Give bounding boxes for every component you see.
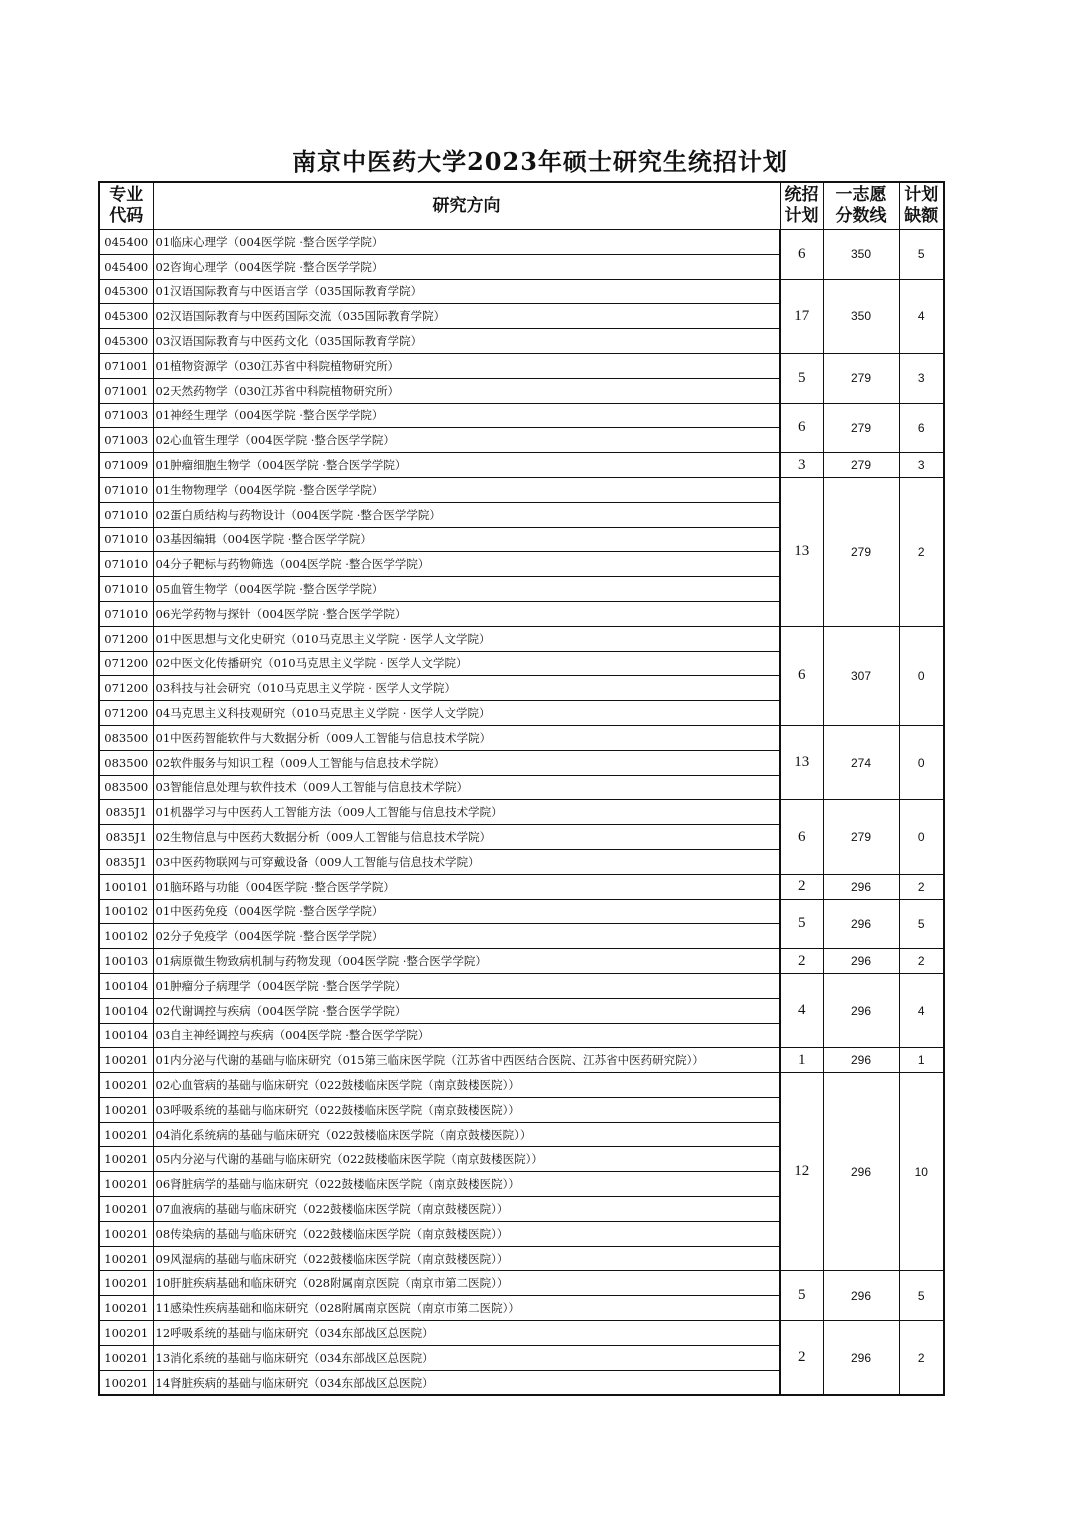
first-choice-score-cell: 350 [823, 230, 899, 280]
major-code-cell: 071001 [99, 353, 153, 378]
research-direction-cell: 10肝脏疾病基础和临床研究（028附属南京医院（南京市第二医院）） [153, 1271, 780, 1296]
major-code-cell: 071010 [99, 502, 153, 527]
research-direction-cell: 02软件服务与知识工程（009人工智能与信息技术学院） [153, 750, 780, 775]
major-code-cell: 100103 [99, 949, 153, 974]
research-direction-cell: 01中医药免疫（004医学院 ·整合医学学院） [153, 899, 780, 924]
research-direction-cell: 14肾脏疾病的基础与临床研究（034东部战区总医院） [153, 1370, 780, 1395]
research-direction-cell: 02中医文化传播研究（010马克思主义学院 · 医学人文学院） [153, 651, 780, 676]
plan-vacancy-cell: 1 [899, 1048, 944, 1073]
plan-vacancy-cell: 2 [899, 949, 944, 974]
major-code-cell: 100201 [99, 1073, 153, 1098]
major-code-cell: 100201 [99, 1296, 153, 1321]
major-code-cell: 0835J1 [99, 800, 153, 825]
research-direction-cell: 08传染病的基础与临床研究（022鼓楼临床医学院（南京鼓楼医院）） [153, 1221, 780, 1246]
research-direction-cell: 05血管生物学（004医学院 ·整合医学学院） [153, 577, 780, 602]
plan-vacancy-cell: 6 [899, 403, 944, 453]
research-direction-cell: 01肿瘤分子病理学（004医学院 ·整合医学学院） [153, 973, 780, 998]
research-direction-cell: 01中医药智能软件与大数据分析（009人工智能与信息技术学院） [153, 725, 780, 750]
research-direction-cell: 03智能信息处理与软件技术（009人工智能与信息技术学院） [153, 775, 780, 800]
major-code-cell: 100101 [99, 874, 153, 899]
table-row [99, 353, 944, 378]
major-code-cell: 083500 [99, 775, 153, 800]
first-choice-score-cell: 296 [823, 1271, 899, 1321]
research-direction-cell: 01植物资源学（030江苏省中科院植物研究所） [153, 353, 780, 378]
research-direction-cell: 01临床心理学（004医学院 ·整合医学学院） [153, 230, 780, 255]
first-choice-score-cell: 296 [823, 874, 899, 899]
research-direction-cell: 01机器学习与中医药人工智能方法（009人工智能与信息技术学院） [153, 800, 780, 825]
table-row [99, 973, 944, 998]
major-code-cell: 0835J1 [99, 825, 153, 850]
major-code-cell: 100104 [99, 998, 153, 1023]
research-direction-cell: 06肾脏病学的基础与临床研究（022鼓楼临床医学院（南京鼓楼医院）） [153, 1172, 780, 1197]
research-direction-cell: 01肿瘤细胞生物学（004医学院 ·整合医学学院） [153, 453, 780, 478]
research-direction-cell: 02代谢调控与疾病（004医学院 ·整合医学学院） [153, 998, 780, 1023]
research-direction-cell: 03基因编辑（004医学院 ·整合医学学院） [153, 527, 780, 552]
table-row [99, 230, 944, 255]
table-row [99, 899, 944, 924]
enrollment-plan-cell: 5 [780, 1271, 823, 1321]
enrollment-plan-cell: 17 [780, 279, 823, 353]
plan-vacancy-cell: 3 [899, 453, 944, 478]
research-direction-cell: 07血液病的基础与临床研究（022鼓楼临床医学院（南京鼓楼医院）） [153, 1197, 780, 1222]
table-row [99, 800, 944, 825]
enrollment-plan-cell: 6 [780, 626, 823, 725]
major-code-cell: 071010 [99, 477, 153, 502]
major-code-cell: 071200 [99, 701, 153, 726]
plan-vacancy-cell: 0 [899, 725, 944, 799]
header-direction: 研究方向 [153, 182, 780, 230]
research-direction-cell: 01脑环路与功能（004医学院 ·整合医学学院） [153, 874, 780, 899]
major-code-cell: 100201 [99, 1370, 153, 1395]
major-code-cell: 045400 [99, 230, 153, 255]
table-body [99, 230, 944, 1396]
plan-vacancy-cell: 2 [899, 1321, 944, 1396]
first-choice-score-cell: 296 [823, 1321, 899, 1396]
table-row [99, 477, 944, 502]
first-choice-score-cell: 279 [823, 353, 899, 403]
enrollment-plan-cell: 1 [780, 1048, 823, 1073]
plan-vacancy-cell: 2 [899, 477, 944, 626]
plan-vacancy-cell: 0 [899, 626, 944, 725]
research-direction-cell: 02汉语国际教育与中医药国际交流（035国际教育学院） [153, 304, 780, 329]
table-row [99, 453, 944, 478]
research-direction-cell: 04分子靶标与药物筛选（004医学院 ·整合医学学院） [153, 552, 780, 577]
enrollment-plan-cell: 6 [780, 230, 823, 280]
first-choice-score-cell: 279 [823, 453, 899, 478]
major-code-cell: 071200 [99, 676, 153, 701]
research-direction-cell: 09风湿病的基础与临床研究（022鼓楼临床医学院（南京鼓楼医院）） [153, 1246, 780, 1271]
plan-vacancy-cell: 4 [899, 279, 944, 353]
plan-vacancy-cell: 5 [899, 230, 944, 280]
plan-vacancy-cell: 5 [899, 899, 944, 949]
first-choice-score-cell: 279 [823, 800, 899, 874]
first-choice-score-cell: 274 [823, 725, 899, 799]
major-code-cell: 100201 [99, 1122, 153, 1147]
plan-vacancy-cell: 3 [899, 353, 944, 403]
major-code-cell: 071001 [99, 378, 153, 403]
major-code-cell: 083500 [99, 725, 153, 750]
plan-vacancy-cell: 0 [899, 800, 944, 874]
enrollment-plan-cell: 3 [780, 453, 823, 478]
plan-vacancy-cell: 5 [899, 1271, 944, 1321]
major-code-cell: 071010 [99, 552, 153, 577]
first-choice-score-cell: 350 [823, 279, 899, 353]
research-direction-cell: 02咨询心理学（004医学院 ·整合医学学院） [153, 254, 780, 279]
major-code-cell: 083500 [99, 750, 153, 775]
table-row [99, 279, 944, 304]
table-row [99, 403, 944, 428]
research-direction-cell: 02心血管生理学（004医学院 ·整合医学学院） [153, 428, 780, 453]
enrollment-plan-cell: 6 [780, 403, 823, 453]
research-direction-cell: 01生物物理学（004医学院 ·整合医学学院） [153, 477, 780, 502]
major-code-cell: 071003 [99, 428, 153, 453]
enrollment-plan-cell: 2 [780, 949, 823, 974]
research-direction-cell: 03自主神经调控与疾病（004医学院 ·整合医学学院） [153, 1023, 780, 1048]
enrollment-plan-cell: 13 [780, 477, 823, 626]
research-direction-cell: 03中医药物联网与可穿戴设备（009人工智能与信息技术学院） [153, 849, 780, 874]
research-direction-cell: 02生物信息与中医药大数据分析（009人工智能与信息技术学院） [153, 825, 780, 850]
document-title: 南京中医药大学2023年硕士研究生统招计划 [292, 147, 788, 176]
major-code-cell: 100201 [99, 1197, 153, 1222]
first-choice-score-cell: 279 [823, 403, 899, 453]
major-code-cell: 100104 [99, 1023, 153, 1048]
research-direction-cell: 06光学药物与探针（004医学院 ·整合医学学院） [153, 601, 780, 626]
research-direction-cell: 05内分泌与代谢的基础与临床研究（022鼓楼临床医学院（南京鼓楼医院）） [153, 1147, 780, 1172]
research-direction-cell: 04马克思主义科技观研究（010马克思主义学院 · 医学人文学院） [153, 701, 780, 726]
enrollment-plan-table [98, 181, 945, 1396]
enrollment-plan-cell: 13 [780, 725, 823, 799]
table-row [99, 725, 944, 750]
header-gap: 计划 缺额 [899, 182, 944, 230]
first-choice-score-cell: 307 [823, 626, 899, 725]
research-direction-cell: 02心血管病的基础与临床研究（022鼓楼临床医学院（南京鼓楼医院）） [153, 1073, 780, 1098]
major-code-cell: 045300 [99, 304, 153, 329]
research-direction-cell: 13消化系统的基础与临床研究（034东部战区总医院） [153, 1345, 780, 1370]
research-direction-cell: 12呼吸系统的基础与临床研究（034东部战区总医院） [153, 1321, 780, 1346]
header-score: 一志愿 分数线 [823, 182, 899, 230]
enrollment-plan-cell: 12 [780, 1073, 823, 1271]
major-code-cell: 100201 [99, 1048, 153, 1073]
enrollment-plan-cell: 5 [780, 899, 823, 949]
major-code-cell: 045300 [99, 279, 153, 304]
table-row [99, 1271, 944, 1296]
enrollment-plan-cell: 2 [780, 874, 823, 899]
table-row [99, 949, 944, 974]
first-choice-score-cell: 296 [823, 973, 899, 1047]
plan-vacancy-cell: 4 [899, 973, 944, 1047]
major-code-cell: 071009 [99, 453, 153, 478]
major-code-cell: 100201 [99, 1147, 153, 1172]
major-code-cell: 045400 [99, 254, 153, 279]
enrollment-plan-cell: 5 [780, 353, 823, 403]
major-code-cell: 100102 [99, 899, 153, 924]
major-code-cell: 071200 [99, 626, 153, 651]
major-code-cell: 045300 [99, 329, 153, 354]
enrollment-plan-cell: 6 [780, 800, 823, 874]
major-code-cell: 071010 [99, 601, 153, 626]
research-direction-cell: 03科技与社会研究（010马克思主义学院 · 医学人文学院） [153, 676, 780, 701]
table-row [99, 1073, 944, 1098]
table-row [99, 874, 944, 899]
major-code-cell: 0835J1 [99, 849, 153, 874]
major-code-cell: 100201 [99, 1221, 153, 1246]
enrollment-plan-cell: 2 [780, 1321, 823, 1396]
research-direction-cell: 02天然药物学（030江苏省中科院植物研究所） [153, 378, 780, 403]
major-code-cell: 100201 [99, 1271, 153, 1296]
major-code-cell: 100201 [99, 1321, 153, 1346]
major-code-cell: 071200 [99, 651, 153, 676]
research-direction-cell: 02分子免疫学（004医学院 ·整合医学学院） [153, 924, 780, 949]
table-row [99, 1321, 944, 1346]
major-code-cell: 071010 [99, 577, 153, 602]
header-plan: 统招 计划 [780, 182, 823, 230]
major-code-cell: 100104 [99, 973, 153, 998]
research-direction-cell: 01神经生理学（004医学院 ·整合医学学院） [153, 403, 780, 428]
research-direction-cell: 01汉语国际教育与中医语言学（035国际教育学院） [153, 279, 780, 304]
research-direction-cell: 02蛋白质结构与药物设计（004医学院 ·整合医学学院） [153, 502, 780, 527]
plan-vacancy-cell: 10 [899, 1073, 944, 1271]
major-code-cell: 100201 [99, 1097, 153, 1122]
major-code-cell: 071003 [99, 403, 153, 428]
major-code-cell: 100102 [99, 924, 153, 949]
first-choice-score-cell: 279 [823, 477, 899, 626]
research-direction-cell: 03呼吸系统的基础与临床研究（022鼓楼临床医学院（南京鼓楼医院）） [153, 1097, 780, 1122]
table-row [99, 626, 944, 651]
research-direction-cell: 01中医思想与文化史研究（010马克思主义学院 · 医学人文学院） [153, 626, 780, 651]
plan-vacancy-cell: 2 [899, 874, 944, 899]
research-direction-cell: 11感染性疾病基础和临床研究（028附属南京医院（南京市第二医院）） [153, 1296, 780, 1321]
enrollment-plan-cell: 4 [780, 973, 823, 1047]
header-code: 专业 代码 [99, 182, 153, 230]
major-code-cell: 100201 [99, 1246, 153, 1271]
major-code-cell: 071010 [99, 527, 153, 552]
research-direction-cell: 01内分泌与代谢的基础与临床研究（015第三临床医学院（江苏省中西医结合医院、江苏省中医药研究院）） [153, 1048, 780, 1073]
major-code-cell: 100201 [99, 1172, 153, 1197]
research-direction-cell: 01病原微生物致病机制与药物发现（004医学院 ·整合医学学院） [153, 949, 780, 974]
table-header-row [99, 182, 944, 230]
research-direction-cell: 04消化系统病的基础与临床研究（022鼓楼临床医学院（南京鼓楼医院）） [153, 1122, 780, 1147]
first-choice-score-cell: 296 [823, 1073, 899, 1271]
first-choice-score-cell: 296 [823, 1048, 899, 1073]
research-direction-cell: 03汉语国际教育与中医药文化（035国际教育学院） [153, 329, 780, 354]
first-choice-score-cell: 296 [823, 949, 899, 974]
first-choice-score-cell: 296 [823, 899, 899, 949]
major-code-cell: 100201 [99, 1345, 153, 1370]
table-row [99, 1048, 944, 1073]
